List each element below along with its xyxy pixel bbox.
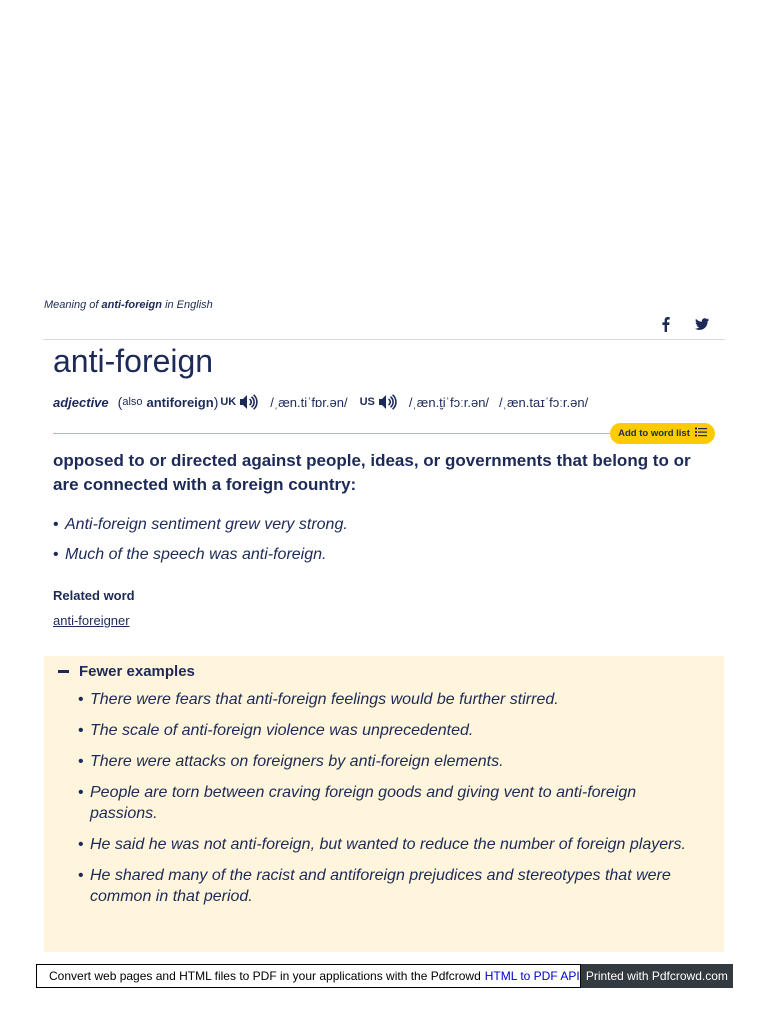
part-of-speech: adjective <box>53 394 109 410</box>
list-icon <box>695 427 707 440</box>
add-to-word-list-button[interactable] <box>610 423 715 444</box>
definition: opposed to or directed against people, ideas, or governments that belong to or are connected with a foreign country: <box>53 451 691 494</box>
list-item: • People are torn between craving foreign goods and giving vent to anti-foreign passions. <box>78 782 708 824</box>
more-examples-panel <box>44 656 724 952</box>
share-bar <box>658 316 710 332</box>
list-item: • There were attacks on foreigners by anti-foreign elements. <box>78 751 708 772</box>
footer-message <box>36 964 581 988</box>
facebook-icon[interactable] <box>658 316 674 332</box>
uk-speaker-icon[interactable] <box>238 393 258 411</box>
us-speaker-icon[interactable] <box>377 393 397 411</box>
add-to-word-list-label: Add to word list <box>618 428 690 439</box>
pronunciation-line <box>53 393 598 411</box>
breadcrumb-prefix: Meaning of <box>44 299 99 311</box>
more-examples-list <box>78 689 708 917</box>
list-item: • He said he was not anti-foreign, but wanted to reduce the number of foreign players. <box>78 834 708 855</box>
breadcrumb <box>44 299 213 311</box>
list-item: • The scale of anti-foreign violence was unprecedented. <box>78 720 708 741</box>
footer-text: Convert web pages and HTML files to PDF in your applications with the Pdfcrowd <box>49 969 481 983</box>
list-item: • He shared many of the racist and antiforeign prejudices and stereotypes that were common in that period. <box>78 865 708 907</box>
header-divider <box>43 339 725 340</box>
breadcrumb-word: anti-foreign <box>101 299 162 311</box>
example-sentence: • Anti-foreign sentiment grew very strong. <box>53 515 713 535</box>
us-ipa-1: /ˌæn.t̬iˈfɔːr.ən/ <box>408 394 490 410</box>
fewer-examples-toggle[interactable] <box>58 663 195 680</box>
breadcrumb-suffix: in English <box>165 299 213 311</box>
us-label: US <box>359 396 375 408</box>
html-to-pdf-link[interactable]: HTML to PDF API <box>484 969 580 983</box>
list-item: • There were fears that anti-foreign feelings would be further stirred. <box>78 689 708 710</box>
related-word-heading: Related word <box>53 588 135 603</box>
headword: anti-foreign <box>53 343 214 379</box>
also-label: also <box>122 396 143 408</box>
minus-icon <box>58 670 69 673</box>
printed-with-badge[interactable]: Printed with Pdfcrowd.com <box>581 964 733 988</box>
twitter-icon[interactable] <box>694 316 710 332</box>
variant-spelling: antiforeign <box>146 394 214 410</box>
open-paren: ( <box>117 394 123 410</box>
related-word-link[interactable]: anti-foreigner <box>53 613 130 628</box>
fewer-examples-label: Fewer examples <box>79 663 195 680</box>
uk-label: UK <box>220 396 237 408</box>
close-paren: ) <box>213 394 219 410</box>
example-sentence: • Much of the speech was anti-foreign. <box>53 545 713 565</box>
pdfcrowd-footer <box>36 964 733 988</box>
uk-ipa: /ˌæn.tiˈfɒr.ən/ <box>270 394 348 410</box>
us-ipa-2: /ˌæn.taɪˈfɔːr.ən/ <box>499 394 589 410</box>
example-list <box>53 515 713 575</box>
